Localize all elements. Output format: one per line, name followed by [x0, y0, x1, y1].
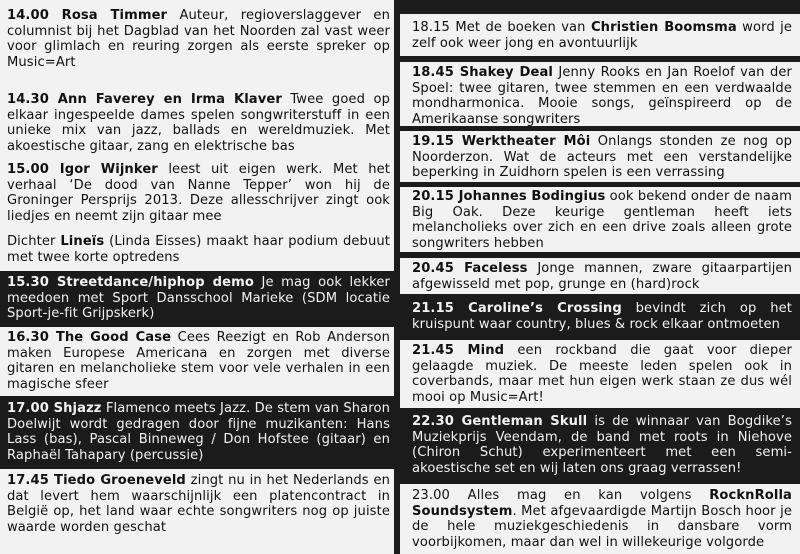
- program-item-text: zingt nu in het Nederlands en dat levert hem waarschijnlijk een platencontract in België op, het land waar echte songwriters nog op juiste waarde worden geschat: [7, 473, 390, 535]
- program-item-text: Jenny Rooks en Jan Roelof van der Spoel: twee gitaren, twee stemmen en een verdwaalde mondharmonica. Mooie songs, geïnspireerd op de Amerikaanse songwriters: [412, 65, 792, 126]
- program-item-text: Auteur, regioverslaggever en columnist bij het Dagblad van het Noorden zal vast weer voor glimlach en reuring zorgen als eerste spreker op Music=Art: [7, 8, 390, 70]
- program-item-shakey: [400, 62, 800, 126]
- program-item-text: is de winnaar van Bogdike’s Muziekprijs Veendam, de band met roots in Niehove (Chiron Schut) experimenteert met een semi-akoestische set en wij laten ons graag verrassen!: [412, 414, 792, 476]
- program-item-pre: 18.15 Met de boeken van: [412, 20, 591, 35]
- program-item-text: word je zelf ook weer jong en avontuurlijk: [412, 20, 792, 51]
- program-item-text: Twee goed op elkaar ingespeelde dames spelen songwriterstuff in een unieke mix van jazz, ballads en wereldmuziek. Met akoestische gitaar, zang en elektrische bas: [7, 92, 390, 154]
- program-item-title: 16.30 The Good Case: [7, 330, 172, 345]
- program-item-text: Flamenco meets Jazz. De stem van Sharon Doelwijt wordt gedragen door fijne muzikanten: Hans Lass (bas), Pascal Binneweg / Don Hofstee (gitaar) en Raphaël Tahapary (percussie): [7, 401, 390, 463]
- program-item-goodcase: [0, 327, 394, 396]
- program-item-faceless: [400, 258, 800, 294]
- program-item-gentleman: [400, 408, 800, 484]
- program-item-title: RocknRolla Soundsystem: [412, 488, 792, 519]
- program-item-street: [0, 271, 394, 326]
- program-item-title: 15.30 Streetdance/hiphop demo: [7, 275, 254, 290]
- program-item-rosa: [0, 0, 394, 89]
- program-item-text: een rockband die gaat voor dieper gelaagde muziek. De meeste leden spelen ook in coverbands, maar met hun eigen werk staan ze dus wél mooi op Music=Art!: [412, 343, 792, 405]
- program-item-christien: [400, 14, 800, 56]
- program-item-title: Christien Boomsma: [590, 20, 737, 35]
- program-item-title: 14.00 Rosa Timmer: [7, 8, 168, 23]
- program-item-mind: [400, 340, 800, 408]
- program-item-lineis: [0, 230, 394, 271]
- program-item-ann: [0, 89, 394, 158]
- program-item-text: Onlangs stonden ze nog op Noorderzon. Wat de acteurs met een verstandelijke beperking in Zuidhorn spelen is een verrassing: [412, 134, 792, 181]
- program-item-johannes: [400, 187, 800, 252]
- program-item-title: 19.15 Werktheater Môi: [412, 134, 591, 149]
- program-item-shjazz: [0, 397, 394, 469]
- program-item-title: 17.00 Shjazz: [7, 401, 102, 416]
- program-item-title: 20.45 Faceless: [412, 261, 528, 276]
- program-item-pre: Dichter: [7, 234, 61, 249]
- program-item-title: 21.15 Caroline’s Crossing: [412, 301, 622, 316]
- program-item-title: 20.15 Johannes Bodingius: [412, 189, 606, 204]
- program-item-igor: [0, 158, 394, 230]
- program-item-text: Jonge mannen, zware gitaarpartijen afgewisseld met pop, grunge en (hard)rock: [412, 261, 792, 292]
- program-item-title: 21.45 Mind: [412, 343, 505, 358]
- program-item-pre: 23.00 Alles mag en kan volgens: [412, 488, 710, 503]
- program-item-caroline: [400, 294, 800, 340]
- program-item-title: 14.30 Ann Faverey en Irma Klaver: [7, 92, 282, 107]
- program-item-text: bevindt zich op het kruispunt waar country, blues & rock elkaar ontmoeten: [412, 301, 793, 332]
- program-item-title: 22.30 Gentleman Skull: [412, 414, 588, 429]
- program-item-text: Je mag ook lekker meedoen met Sport Dansschool Marieke (SDM locatie Sport-je-fit Grijpskerk): [7, 275, 390, 322]
- program-item-text: (Linda Eisses) maakt haar podium debuut met twee korte optredens: [7, 234, 391, 265]
- program-item-title: 18.45 Shakey Deal: [412, 65, 553, 80]
- program-item-text: leest uit eigen werk. Met het verhaal ‘De dood van Nanne Tepper’ won hij de Groninger Persprijs 2013. Deze allesschrijver zingt ook liedjes en neemt zijn gitaar mee: [7, 162, 390, 224]
- program-item-title: Lineïs: [60, 234, 105, 249]
- program-item-text: Cees Reezigt en Rob Anderson maken Europese Americana en zorgen met diverse gitaren en melancholieke stem voor vele verhalen in een magische sfeer: [7, 330, 391, 392]
- program-item-rocknrolla: [400, 484, 800, 554]
- program-item-text: . Met afgevaardigde Martijn Bosch hoor je de hele muziekgeschiedenis in dansbare vorm voorbijkomen, maar dan wel in willekeurige volgorde: [412, 503, 792, 550]
- program-item-title: 15.00 Igor Wijnker: [7, 162, 158, 177]
- program-item-title: 17.45 Tiedo Groeneveld: [7, 473, 186, 488]
- program-item-text: ook bekend onder de naam Big Oak. Deze keurige gentleman heeft iets melancholieks over zich en een drive zoals alleen grote songwriters hebben: [412, 189, 793, 251]
- program-item-tiedo: [0, 469, 394, 554]
- program-item-werktheater: [400, 131, 800, 182]
